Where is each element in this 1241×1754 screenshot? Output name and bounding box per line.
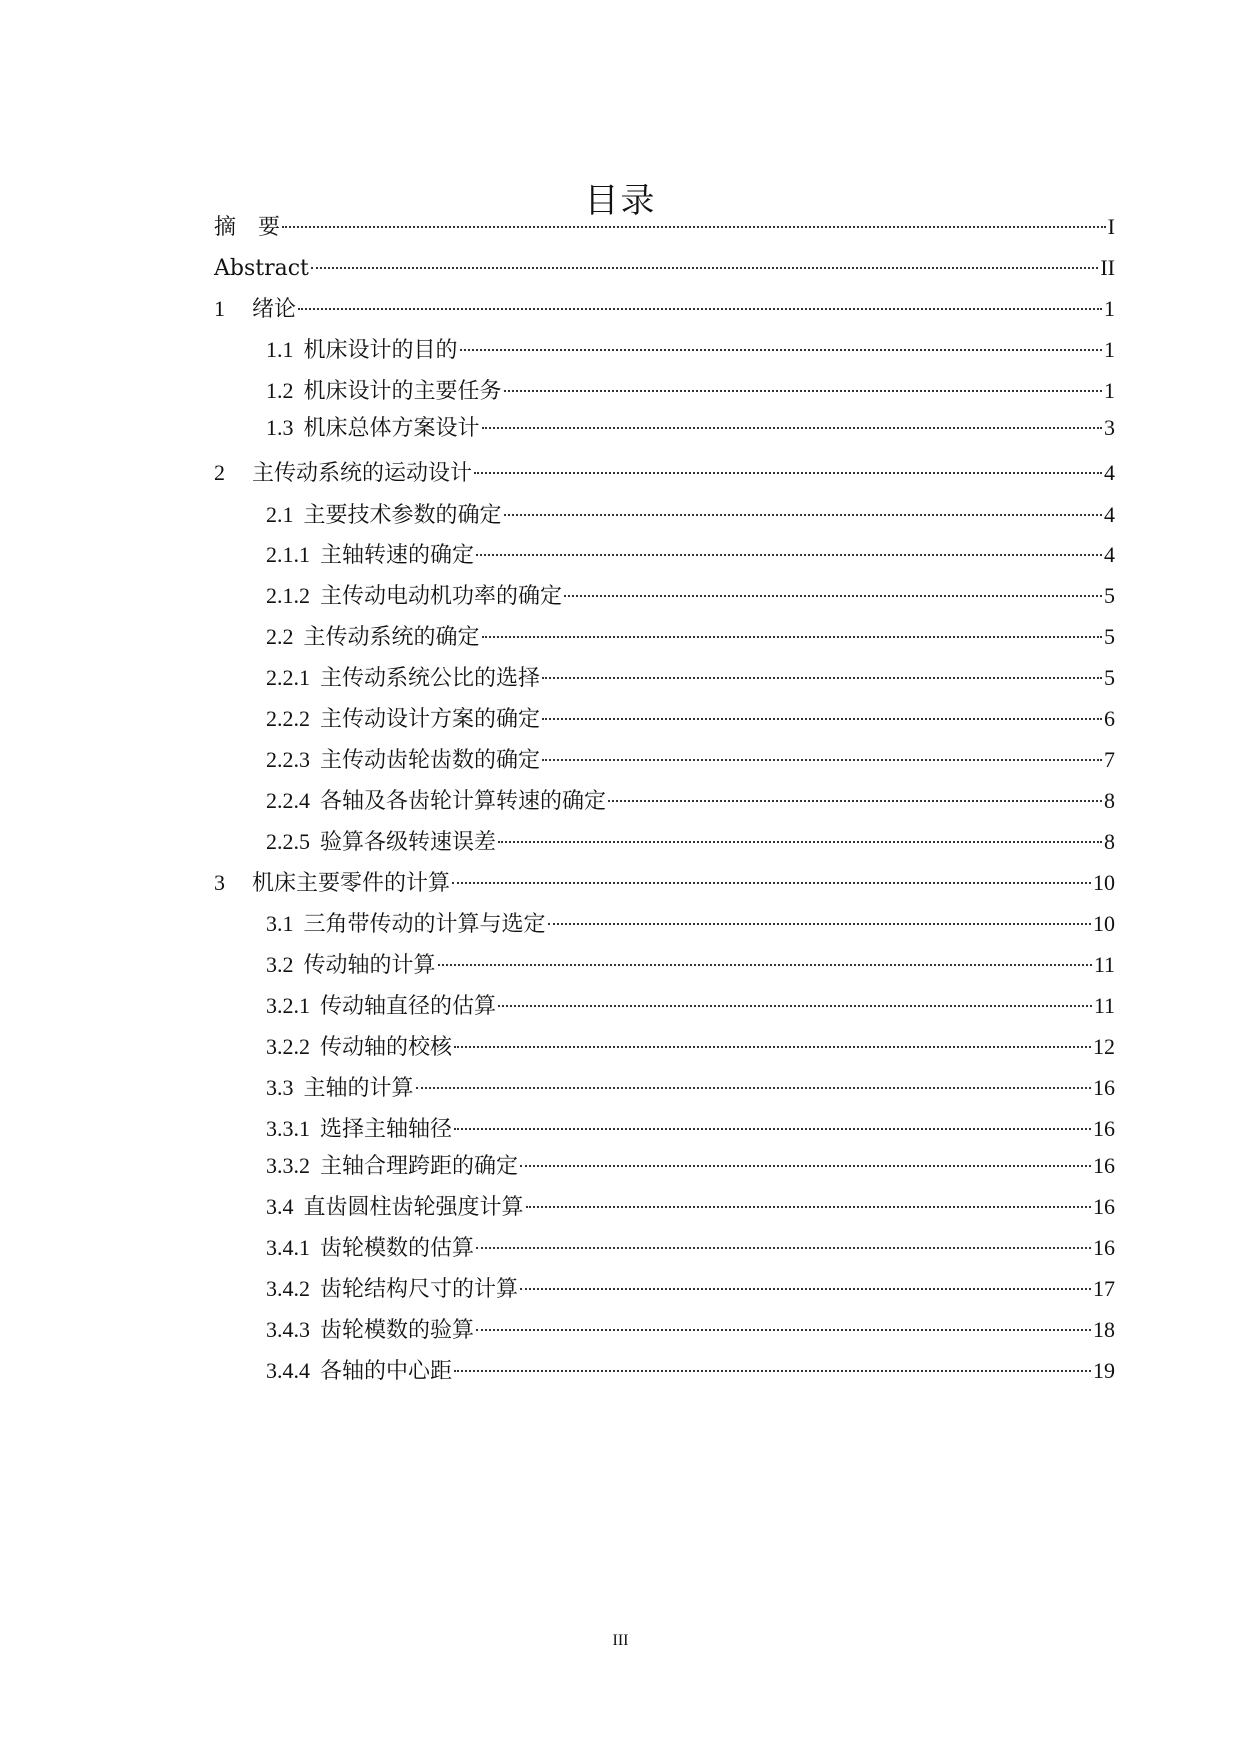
toc-entry-page: 3 [1104, 415, 1115, 440]
dot-leader [476, 554, 1102, 556]
toc-entry-label: 传动轴直径的估算 [320, 994, 497, 1019]
toc-entry-label: 主传动系统公比的选择 [320, 666, 541, 691]
toc-entry-page: 1 [1104, 378, 1115, 403]
toc-entry-label: 机床总体方案设计 [303, 416, 480, 441]
toc-entry-number: 2.2.5 [266, 829, 310, 854]
toc-entry-number: 3 [214, 870, 225, 895]
toc-entry-number: 3.4.2 [266, 1276, 310, 1301]
toc-entry-number: 3.2 [266, 952, 294, 977]
dot-leader [482, 636, 1102, 638]
toc-entry-number: 3.3.1 [266, 1116, 310, 1141]
toc-entry-page: 18 [1093, 1317, 1115, 1342]
toc-entry-page: 4 [1104, 502, 1115, 527]
toc-entry-3-2-2[interactable] [266, 1030, 1115, 1064]
toc-entry-2-1-2[interactable] [266, 579, 1115, 613]
toc-entry-number: 2.2.1 [266, 665, 310, 690]
toc-entry-label: 主传动系统的运动设计 [252, 461, 473, 486]
dot-leader [482, 427, 1102, 429]
toc-entry-chapter-2[interactable] [214, 456, 1115, 490]
toc-entry-1-2[interactable] [266, 374, 1115, 408]
toc-entry-label: 绪论 [252, 297, 297, 322]
toc-entry-3-3-2[interactable] [266, 1149, 1115, 1183]
toc-entry-label: 齿轮模数的验算 [320, 1318, 475, 1343]
toc-entry-2-2-4[interactable] [266, 784, 1115, 818]
toc-entry-page: 1 [1104, 337, 1115, 362]
toc-entry-label: 三角带传动的计算与选定 [303, 912, 546, 937]
toc-entry-number: 3.3.2 [266, 1153, 310, 1178]
toc-entry-label: 验算各级转速误差 [320, 830, 497, 855]
toc-entry-number: 3.1 [266, 911, 294, 936]
toc-entry-3-3-1[interactable] [266, 1112, 1115, 1146]
toc-entry-page: 5 [1104, 583, 1115, 608]
toc-entry-3-4[interactable] [266, 1190, 1115, 1224]
page-number-footer: III [612, 1632, 629, 1649]
toc-entry-number: 3.4.4 [266, 1358, 310, 1383]
dot-leader [608, 800, 1102, 802]
toc-entry-page: 12 [1093, 1034, 1115, 1059]
toc-entry-label: Abstract [214, 256, 309, 281]
dot-leader [454, 1046, 1091, 1048]
dot-leader [542, 718, 1102, 720]
toc-entry-number: 2.1.1 [266, 542, 310, 567]
dot-leader [460, 349, 1102, 351]
dot-leader [438, 964, 1092, 966]
toc-entry-label: 传动轴的计算 [303, 953, 436, 978]
toc-entry-2-2[interactable] [266, 620, 1115, 654]
toc-entry-3-4-1[interactable] [266, 1231, 1115, 1265]
toc-entry-3-4-3[interactable] [266, 1313, 1115, 1347]
toc-entry-number: 1.1 [266, 337, 294, 362]
toc-entry-label: 主传动系统的确定 [303, 625, 480, 650]
toc-entry-number: 1.2 [266, 378, 294, 403]
dot-leader [520, 1288, 1091, 1290]
toc-entry-page: 4 [1104, 460, 1115, 485]
toc-entry-1-1[interactable] [266, 333, 1115, 367]
toc-entry-page: 8 [1104, 829, 1115, 854]
toc-entry-2-2-1[interactable] [266, 661, 1115, 695]
toc-entry-page: 11 [1093, 993, 1115, 1018]
toc-entry-label: 齿轮模数的估算 [320, 1236, 475, 1261]
dot-leader [498, 1005, 1092, 1007]
toc-entry-number: 1.3 [266, 415, 294, 440]
toc-entry-3-1[interactable] [266, 907, 1115, 941]
toc-entry-label: 各轴及各齿轮计算转速的确定 [320, 789, 607, 814]
toc-entry-page: 8 [1104, 788, 1115, 813]
toc-entry-page: 10 [1093, 870, 1115, 895]
toc-entry-number: 3.4.3 [266, 1317, 310, 1342]
toc-entry-number: 3.3 [266, 1075, 294, 1100]
toc-entry-number: 3.4.1 [266, 1235, 310, 1260]
toc-entry-page: II [1100, 255, 1115, 280]
toc-entry-label: 摘 要 [214, 215, 281, 240]
toc-entry-3-4-2[interactable] [266, 1272, 1115, 1306]
toc-entry-number: 2.2.4 [266, 788, 310, 813]
dot-leader [504, 390, 1102, 392]
toc-entry-3-3[interactable] [266, 1071, 1115, 1105]
toc-entry-chapter-1[interactable] [214, 292, 1115, 326]
toc-entry-number: 2 [214, 460, 225, 485]
toc-entry-chapter-3[interactable] [214, 866, 1115, 900]
dot-leader [282, 226, 1106, 228]
toc-entry-label: 主轴转速的确定 [320, 543, 475, 568]
dot-leader [520, 1165, 1091, 1167]
toc-entry-page: 16 [1093, 1194, 1115, 1219]
toc-entry-page: 17 [1093, 1276, 1115, 1301]
toc-entry-2-2-2[interactable] [266, 702, 1115, 736]
toc-entry-page: 16 [1093, 1075, 1115, 1100]
dot-leader [498, 841, 1102, 843]
toc-entry-2-2-3[interactable] [266, 743, 1115, 777]
dot-leader [542, 677, 1102, 679]
toc-entry-3-4-4[interactable] [266, 1354, 1115, 1388]
dot-leader [452, 882, 1091, 884]
toc-entry-label: 主传动电动机功率的确定 [320, 584, 563, 609]
toc-entry-number: 2.2.2 [266, 706, 310, 731]
toc-entry-number: 1 [214, 296, 225, 321]
toc-entry-label: 主轴的计算 [303, 1076, 414, 1101]
toc-entry-page: 16 [1093, 1116, 1115, 1141]
toc-entry-number: 2.2 [266, 624, 294, 649]
toc-entry-1-3[interactable] [266, 411, 1115, 445]
toc-entry-3-2[interactable] [266, 948, 1115, 982]
page-title: 目录 [584, 181, 657, 221]
toc-entry-label: 选择主轴轴径 [320, 1117, 453, 1142]
toc-entry-page: 19 [1093, 1358, 1115, 1383]
toc-entry-label: 传动轴的校核 [320, 1035, 453, 1060]
dot-leader [542, 759, 1102, 761]
toc-entry-page: 11 [1093, 952, 1115, 977]
toc-entry-label: 主要技术参数的确定 [303, 503, 502, 528]
toc-entry-2-1[interactable] [266, 498, 1115, 532]
dot-leader [564, 595, 1102, 597]
toc-entry-label: 齿轮结构尺寸的计算 [320, 1277, 519, 1302]
toc-entry-2-2-5[interactable] [266, 825, 1115, 859]
dot-leader [548, 923, 1091, 925]
toc-entry-label: 机床设计的目的 [303, 338, 458, 363]
toc-entry-3-2-1[interactable] [266, 989, 1115, 1023]
toc-entry-label: 机床主要零件的计算 [252, 871, 451, 896]
toc-entry-page: 4 [1104, 542, 1115, 567]
dot-leader [476, 1329, 1091, 1331]
toc-entry-abstract-en[interactable] [214, 251, 1115, 285]
toc-entry-number: 3.4 [266, 1194, 294, 1219]
dot-leader [504, 514, 1102, 516]
toc-entry-abstract-cn[interactable] [214, 210, 1115, 244]
toc-entry-page: I [1107, 214, 1115, 239]
toc-entry-page: 5 [1104, 624, 1115, 649]
toc-entry-page: 1 [1104, 296, 1115, 321]
toc-entry-page: 10 [1093, 911, 1115, 936]
toc-entry-label: 直齿圆柱齿轮强度计算 [303, 1195, 524, 1220]
toc-entry-page: 5 [1104, 665, 1115, 690]
toc-entry-number: 3.2.2 [266, 1034, 310, 1059]
toc-entry-label: 主轴合理跨距的确定 [320, 1154, 519, 1179]
toc-entry-page: 16 [1093, 1235, 1115, 1260]
dot-leader [474, 472, 1102, 474]
toc-entry-page: 16 [1093, 1153, 1115, 1178]
toc-entry-page: 7 [1104, 747, 1115, 772]
toc-entry-page: 6 [1104, 706, 1115, 731]
toc-entry-label: 主传动齿轮齿数的确定 [320, 748, 541, 773]
toc-entry-number: 3.2.1 [266, 993, 310, 1018]
dot-leader [311, 267, 1098, 269]
toc-entry-number: 2.1.2 [266, 583, 310, 608]
toc-entry-2-1-1[interactable] [266, 538, 1115, 572]
dot-leader [454, 1370, 1091, 1372]
toc-entry-number: 2.2.3 [266, 747, 310, 772]
toc-entry-label: 机床设计的主要任务 [303, 379, 502, 404]
dot-leader [526, 1206, 1091, 1208]
toc-entry-label: 主传动设计方案的确定 [320, 707, 541, 732]
dot-leader [476, 1247, 1091, 1249]
toc-entry-label: 各轴的中心距 [320, 1359, 453, 1384]
dot-leader [416, 1087, 1091, 1089]
toc-entry-number: 2.1 [266, 502, 294, 527]
dot-leader [454, 1128, 1091, 1130]
dot-leader [298, 308, 1102, 310]
